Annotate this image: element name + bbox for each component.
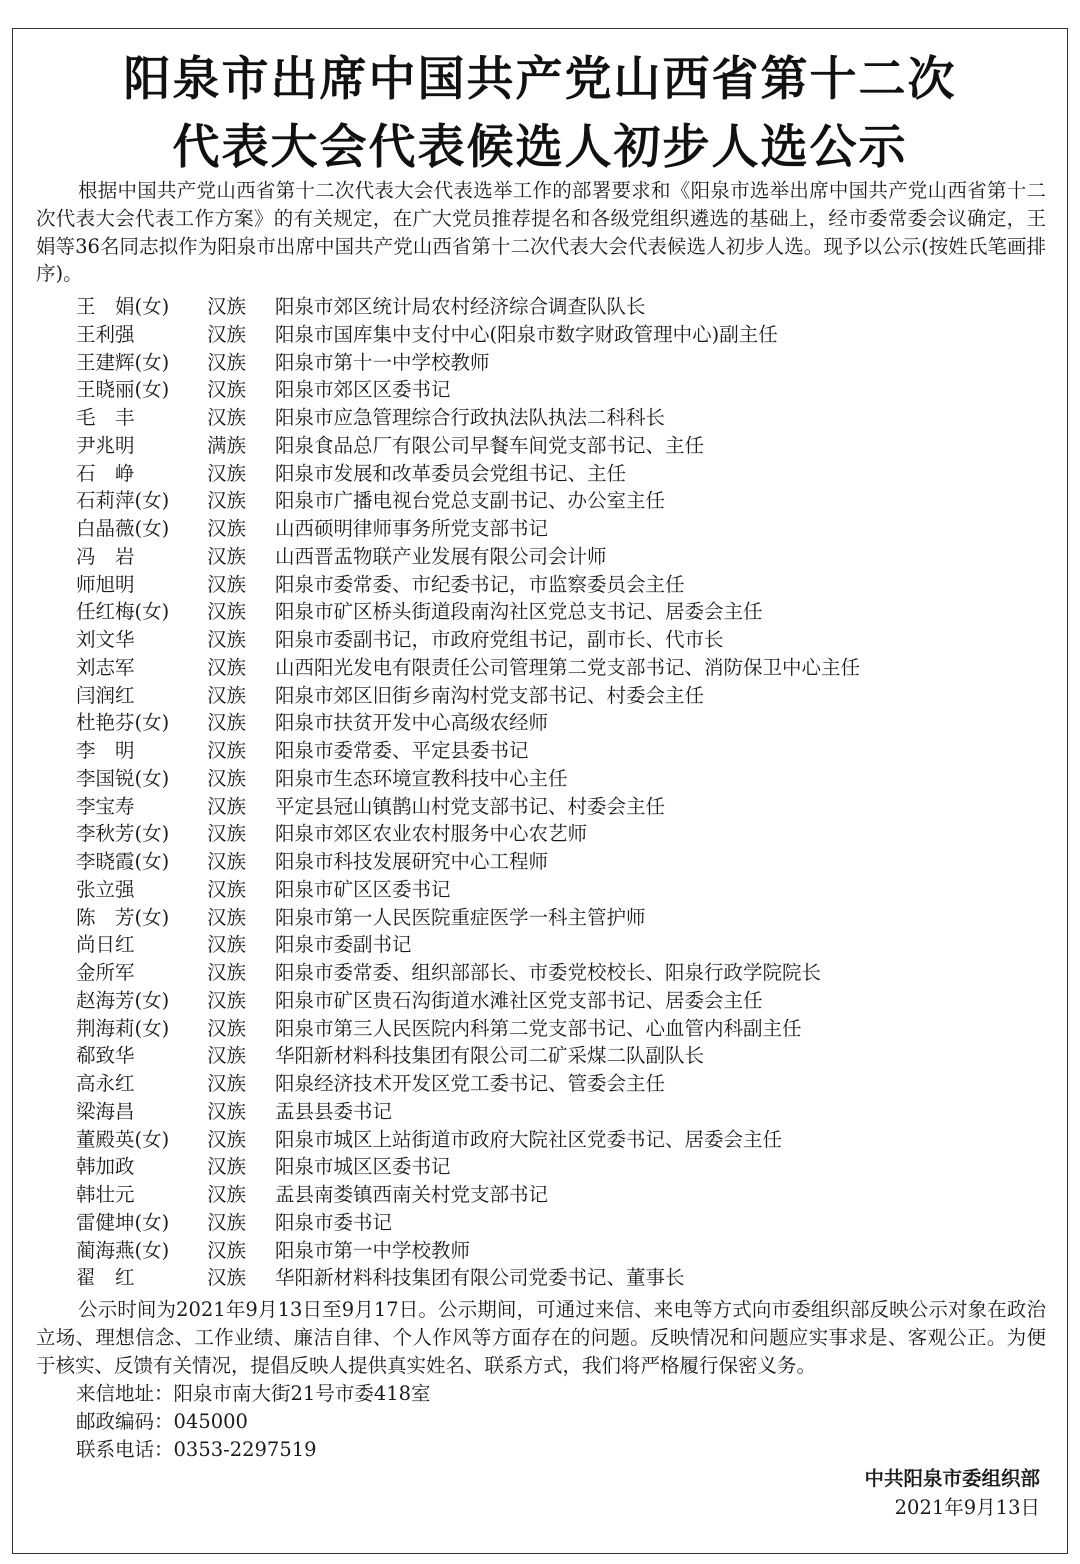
- candidate-position: 阳泉市城区区委书记: [275, 1155, 451, 1179]
- candidate-ethnicity: 汉族: [207, 655, 247, 679]
- candidate-ethnicity: 汉族: [207, 378, 247, 402]
- candidate-name: 师旭明: [76, 572, 135, 596]
- candidate-position: 山西晋盂物联产业发展有限公司会计师: [275, 544, 607, 568]
- candidate-name: 王建辉(女): [76, 350, 170, 374]
- candidate-position: 阳泉市国库集中支付中心(阳泉市数字财政管理中心)副主任: [275, 322, 778, 346]
- candidate-row: [76, 1153, 1056, 1181]
- candidate-ethnicity: 汉族: [207, 683, 247, 707]
- candidate-position: 阳泉市郊区区委书记: [275, 378, 451, 402]
- candidate-ethnicity: 汉族: [207, 794, 247, 818]
- candidate-position: 华阳新材料科技集团有限公司二矿采煤二队副队长: [275, 1044, 705, 1068]
- contact-address: 来信地址：阳泉市南大街21号市委418室: [76, 1382, 431, 1405]
- candidate-position: 阳泉市矿区区委书记: [275, 877, 451, 901]
- candidate-row: [76, 904, 1056, 932]
- intro-paragraph: 根据中国共产党山西省第十二次代表大会代表选举工作的部署要求和《阳泉市选举出席中国共产党山西省第十二次代表大会代表工作方案》的有关规定，在广大党员推荐提名和各级党组织遴选的基础上，经市委常委会议确定，王娟等36名同志拟作为阳泉市出席中国共产党山西省第十二次代表大会代表候选人初步人选。现予以公示(按姓氏笔画排序)。: [36, 179, 1046, 286]
- candidate-name: 尹兆明: [76, 433, 135, 457]
- candidate-name: 韩加政: [76, 1155, 135, 1179]
- candidate-position: 盂县县委书记: [275, 1099, 393, 1123]
- candidate-name: 金所军: [76, 961, 135, 984]
- candidate-name: 梁海昌: [76, 1099, 135, 1123]
- candidate-position: 阳泉市第一中学校教师: [275, 1238, 471, 1262]
- candidate-row: [76, 737, 1056, 765]
- candidate-ethnicity: 汉族: [207, 1266, 247, 1290]
- candidate-ethnicity: 汉族: [207, 322, 247, 346]
- candidate-row: [76, 959, 1056, 987]
- candidate-ethnicity: 汉族: [207, 350, 247, 374]
- candidate-row: [76, 793, 1056, 821]
- candidate-row: [76, 1126, 1056, 1154]
- contact-phone: 联系电话：0353-2297519: [76, 1438, 317, 1461]
- contact-postcode: 邮政编码：045000: [76, 1410, 248, 1433]
- candidate-name: 荆海莉(女): [76, 1016, 170, 1040]
- candidate-ethnicity: 汉族: [207, 850, 247, 873]
- candidate-ethnicity: 汉族: [207, 1183, 247, 1206]
- candidate-name: 任红梅(女): [76, 600, 170, 624]
- candidate-ethnicity: 汉族: [207, 1155, 247, 1179]
- candidate-row: [76, 1264, 1056, 1292]
- candidate-name: 蔺海燕(女): [76, 1238, 170, 1262]
- candidate-ethnicity: 汉族: [207, 905, 247, 929]
- candidate-row: [76, 349, 1056, 377]
- candidate-name: 石莉萍(女): [76, 489, 170, 513]
- candidate-row: [76, 1237, 1056, 1265]
- candidate-position: 阳泉经济技术开发区党工委书记、管委会主任: [275, 1072, 666, 1095]
- candidate-position: 阳泉市第三人民医院内科第二党支部书记、心血管内科副主任: [275, 1016, 802, 1040]
- candidate-name: 李晓霞(女): [76, 850, 170, 873]
- candidate-position: 阳泉市第十一中学校教师: [275, 350, 490, 374]
- candidate-name: 赵海芳(女): [76, 988, 170, 1012]
- candidate-name: 陈 芳(女): [76, 905, 170, 929]
- candidate-position: 阳泉市委副书记: [275, 933, 412, 957]
- candidate-name: 王利强: [76, 322, 135, 346]
- candidate-row: [76, 709, 1056, 737]
- candidate-row: [76, 571, 1056, 599]
- candidate-name: 李国锐(女): [76, 766, 170, 790]
- candidate-ethnicity: 汉族: [207, 295, 247, 318]
- candidate-row: [76, 931, 1056, 959]
- candidate-ethnicity: 汉族: [207, 1044, 247, 1068]
- candidate-row: [76, 515, 1056, 543]
- candidate-position: 阳泉市生态环境宣教科技中心主任: [275, 766, 568, 790]
- candidate-ethnicity: 汉族: [207, 933, 247, 957]
- candidate-ethnicity: 汉族: [207, 517, 247, 540]
- candidate-row: [76, 543, 1056, 571]
- candidate-ethnicity: 满族: [207, 433, 247, 457]
- candidate-position: 阳泉市发展和改革委员会党组书记、主任: [275, 461, 627, 485]
- candidate-ethnicity: 汉族: [207, 739, 247, 762]
- candidate-row: [76, 848, 1056, 876]
- candidate-row: [76, 820, 1056, 848]
- candidate-row: [76, 1042, 1056, 1070]
- candidate-position: 平定县冠山镇鹊山村党支部书记、村委会主任: [275, 794, 666, 818]
- candidate-position: 阳泉市委常委、平定县委书记: [275, 739, 529, 762]
- candidate-name: 毛 丰: [76, 406, 135, 429]
- candidate-row: [76, 460, 1056, 488]
- candidate-name: 尚日红: [76, 933, 135, 957]
- candidate-position: 阳泉市城区上站街道市政府大院社区党委书记、居委会主任: [275, 1127, 783, 1151]
- candidate-row: [76, 987, 1056, 1015]
- candidate-position: 阳泉市委书记: [275, 1210, 393, 1234]
- candidate-ethnicity: 汉族: [207, 961, 247, 984]
- candidate-name: 刘志军: [76, 655, 135, 679]
- candidate-name: 李秋芳(女): [76, 822, 170, 846]
- candidate-position: 阳泉市科技发展研究中心工程师: [275, 850, 549, 873]
- candidate-position: 阳泉市郊区统计局农村经济综合调查队队长: [275, 295, 646, 318]
- candidate-row: [76, 598, 1056, 626]
- candidate-list: [76, 293, 1056, 1292]
- candidate-position: 阳泉市矿区桥头街道段南沟社区党总支书记、居委会主任: [275, 600, 763, 624]
- signature-date: 2021年9月13日: [894, 1496, 1040, 1519]
- candidate-position: 阳泉市广播电视台党总支副书记、办公室主任: [275, 489, 666, 513]
- notice-title-line1: 阳泉市出席中国共产党山西省第十二次: [123, 52, 957, 107]
- candidate-position: 阳泉市扶贫开发中心高级农经师: [275, 711, 549, 735]
- candidate-name: 韩壮元: [76, 1183, 135, 1206]
- candidate-name: 郗致华: [76, 1044, 135, 1068]
- candidate-name: 王 娟(女): [76, 295, 170, 318]
- candidate-row: [76, 487, 1056, 515]
- candidate-position: 阳泉市郊区旧街乡南沟村党支部书记、村委会主任: [275, 683, 705, 707]
- candidate-name: 王晓丽(女): [76, 378, 170, 402]
- candidate-name: 杜艳芬(女): [76, 711, 170, 735]
- candidate-name: 翟 红: [76, 1266, 135, 1290]
- candidate-ethnicity: 汉族: [207, 988, 247, 1012]
- signature-organization: 中共阳泉市委组织部: [864, 1467, 1040, 1490]
- notice-title-line2: 代表大会代表候选人初步人选公示: [172, 120, 908, 175]
- candidate-position: 阳泉市委副书记，市政府党组书记，副市长、代市长: [275, 628, 724, 651]
- candidate-ethnicity: 汉族: [207, 766, 247, 790]
- candidate-position: 山西硕明律师事务所党支部书记: [275, 517, 549, 540]
- candidate-row: [76, 682, 1056, 710]
- candidate-position: 华阳新材料科技集团有限公司党委书记、董事长: [275, 1266, 685, 1290]
- candidate-position: 阳泉市委常委、市纪委书记，市监察委员会主任: [275, 572, 685, 596]
- candidate-ethnicity: 汉族: [207, 1016, 247, 1040]
- candidate-row: [76, 404, 1056, 432]
- candidate-ethnicity: 汉族: [207, 1210, 247, 1234]
- candidate-position: 盂县南娄镇西南关村党支部书记: [275, 1183, 549, 1206]
- candidate-name: 张立强: [76, 877, 135, 901]
- candidate-position: 阳泉市应急管理综合行政执法队执法二科科长: [275, 406, 666, 429]
- candidate-row: [76, 1015, 1056, 1043]
- candidate-row: [76, 1070, 1056, 1098]
- candidate-name: 高永红: [76, 1072, 135, 1095]
- closing-paragraph: 公示时间为2021年9月13日至9月17日。公示期间，可通过来信、来电等方式向市委组织部反映公示对象在政治立场、理想信念、工作业绩、廉洁自律、个人作风等方面存在的问题。反映情况和问题应实事求是、客观公正。为便于核实、反馈有关情况，提倡反映人提供真实姓名、联系方式，我们将严格履行保密义务。: [36, 1298, 1046, 1377]
- candidate-position: 阳泉食品总厂有限公司早餐车间党支部书记、主任: [275, 433, 705, 457]
- candidate-position: 阳泉市矿区贵石沟街道水滩社区党支部书记、居委会主任: [275, 988, 763, 1012]
- candidate-name: 董殿英(女): [76, 1127, 170, 1151]
- candidate-row: [76, 654, 1056, 682]
- candidate-ethnicity: 汉族: [207, 628, 247, 651]
- candidate-ethnicity: 汉族: [207, 572, 247, 596]
- candidate-row: [76, 1098, 1056, 1126]
- candidate-row: [76, 432, 1056, 460]
- candidate-ethnicity: 汉族: [207, 711, 247, 735]
- candidate-name: 闫润红: [76, 683, 135, 707]
- candidate-ethnicity: 汉族: [207, 1072, 247, 1095]
- candidate-ethnicity: 汉族: [207, 406, 247, 429]
- candidate-row: [76, 321, 1056, 349]
- candidate-row: [76, 1209, 1056, 1237]
- candidate-row: [76, 376, 1056, 404]
- candidate-name: 刘文华: [76, 628, 135, 651]
- candidate-position: 阳泉市郊区农业农村服务中心农艺师: [275, 822, 588, 846]
- candidate-name: 冯 岩: [76, 544, 135, 568]
- candidate-ethnicity: 汉族: [207, 1238, 247, 1262]
- candidate-ethnicity: 汉族: [207, 544, 247, 568]
- candidate-name: 李 明: [76, 739, 135, 762]
- candidate-ethnicity: 汉族: [207, 1099, 247, 1123]
- candidate-position: 阳泉市第一人民医院重症医学一科主管护师: [275, 905, 646, 929]
- candidate-row: [76, 876, 1056, 904]
- candidate-row: [76, 293, 1056, 321]
- candidate-ethnicity: 汉族: [207, 461, 247, 485]
- candidate-row: [76, 626, 1056, 654]
- candidate-name: 石 峥: [76, 461, 135, 485]
- candidate-ethnicity: 汉族: [207, 600, 247, 624]
- candidate-row: [76, 765, 1056, 793]
- candidate-name: 雷健坤(女): [76, 1210, 170, 1234]
- candidate-position: 山西阳光发电有限责任公司管理第二党支部书记、消防保卫中心主任: [275, 655, 861, 679]
- candidate-ethnicity: 汉族: [207, 489, 247, 513]
- candidate-name: 白晶薇(女): [76, 517, 170, 540]
- candidate-ethnicity: 汉族: [207, 822, 247, 846]
- candidate-ethnicity: 汉族: [207, 877, 247, 901]
- candidate-name: 李宝寿: [76, 794, 135, 818]
- candidate-position: 阳泉市委常委、组织部部长、市委党校校长、阳泉行政学院院长: [275, 961, 822, 984]
- candidate-ethnicity: 汉族: [207, 1127, 247, 1151]
- candidate-row: [76, 1181, 1056, 1209]
